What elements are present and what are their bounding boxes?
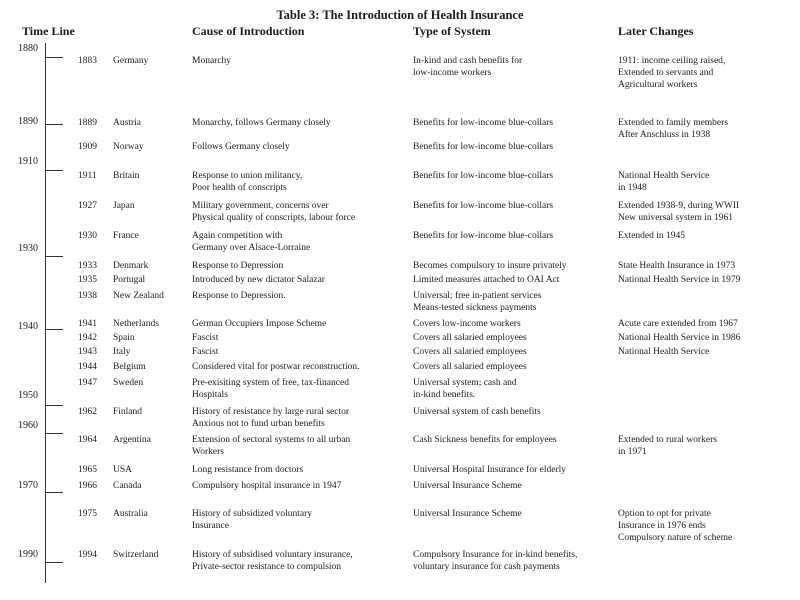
cause-cell: Fascist <box>192 333 219 343</box>
decade-label: 1890 <box>18 116 38 127</box>
country-cell: Belgium <box>113 362 146 372</box>
header-type: Type of System <box>413 24 491 38</box>
country-cell: New Zealand <box>113 291 164 301</box>
decade-label: 1930 <box>18 243 38 254</box>
decade-label: 1880 <box>18 43 38 54</box>
decade-label: 1910 <box>18 156 38 167</box>
later-changes-cell: National Health Service in 1948 <box>618 171 710 193</box>
type-cell: Benefits for low-income blue-collars <box>413 201 554 211</box>
country-cell: Portugal <box>113 275 146 285</box>
type-cell: Covers all salaried employees <box>413 347 527 357</box>
cause-cell: Compulsory hospital insurance in 1947 <box>192 481 342 491</box>
year-cell: 1933 <box>78 261 97 271</box>
timeline-tick <box>45 562 63 563</box>
year-cell: 1965 <box>78 465 97 475</box>
year-cell: 1938 <box>78 291 97 301</box>
country-cell: Japan <box>113 201 135 211</box>
type-cell: Benefits for low-income blue-collars <box>413 142 554 152</box>
later-changes-cell: Extended 1938-9, during WWII New universal system in 1961 <box>618 201 740 223</box>
timeline-tick <box>45 492 63 493</box>
country-cell: Canada <box>113 481 142 491</box>
year-cell: 1941 <box>78 319 97 329</box>
type-cell: Compulsory Insurance for in-kind benefits, voluntary insurance for cash payments <box>413 550 578 572</box>
year-cell: 1930 <box>78 231 97 241</box>
table-title: Table 3: The Introduction of Health Insurance <box>276 8 524 22</box>
timeline-tick <box>45 433 63 434</box>
type-cell: Covers all salaried employees <box>413 362 527 372</box>
country-cell: USA <box>113 465 133 475</box>
type-cell: Limited measures attached to OAI Act <box>413 275 560 285</box>
type-cell: Universal Insurance Scheme <box>413 509 522 519</box>
cause-cell: Response to union militancy, Poor health of conscripts <box>192 171 303 193</box>
year-cell: 1975 <box>78 509 97 519</box>
cause-cell: History of resistance by large rural sector Anxious not to fund urban benefits <box>192 407 350 429</box>
cause-cell: Monarchy <box>192 56 232 66</box>
cause-cell: Follows Germany closely <box>192 142 290 152</box>
country-cell: Italy <box>113 347 131 357</box>
timeline-tick <box>45 57 63 58</box>
later-changes-cell: Option to opt for private Insurance in 1976 ends Compulsory nature of scheme <box>618 509 733 543</box>
type-cell: Universal; free in-patient services Means-tested sickness payments <box>413 291 542 313</box>
decade-label: 1970 <box>18 480 38 491</box>
type-cell: Universal Hospital Insurance for elderly <box>413 465 567 475</box>
country-cell: Denmark <box>113 261 149 271</box>
country-cell: Switzerland <box>113 550 159 560</box>
country-cell: Netherlands <box>113 319 159 329</box>
timeline-tick <box>45 170 63 171</box>
country-cell: Norway <box>113 142 144 152</box>
year-cell: 1883 <box>78 56 97 66</box>
timeline-tick <box>45 124 63 125</box>
country-cell: Spain <box>113 333 135 343</box>
cause-cell: Response to Depression. <box>192 291 286 301</box>
type-cell: Benefits for low-income blue-collars <box>413 118 554 128</box>
later-changes-cell: National Health Service in 1986 <box>618 333 741 343</box>
later-changes-cell: National Health Service in 1979 <box>618 275 741 285</box>
year-cell: 1966 <box>78 481 97 491</box>
decade-label: 1950 <box>18 390 38 401</box>
year-cell: 1889 <box>78 118 97 128</box>
country-cell: Argentina <box>113 435 151 445</box>
year-cell: 1964 <box>78 435 97 445</box>
cause-cell: Military government, concerns over Physical quality of conscripts, labour force <box>192 201 356 223</box>
year-cell: 1942 <box>78 333 97 343</box>
cause-cell: History of subsidized voluntary Insurance <box>192 509 313 531</box>
decade-label: 1960 <box>18 420 38 431</box>
header-later: Later Changes <box>618 24 694 38</box>
country-cell: Britain <box>113 171 140 181</box>
later-changes-cell: State Health Insurance in 1973 <box>618 261 736 271</box>
year-cell: 1994 <box>78 550 97 560</box>
decade-label: 1990 <box>18 549 38 560</box>
country-cell: Germany <box>113 56 149 66</box>
cause-cell: History of subsidised voluntary insurance, Private-sector resistance to compulsion <box>192 550 353 572</box>
cause-cell: German Occupiers Impose Scheme <box>192 319 327 329</box>
type-cell: Cash Sickness benefits for employees <box>413 435 557 445</box>
country-cell: Australia <box>113 509 148 519</box>
decade-label: 1940 <box>18 321 38 332</box>
year-cell: 1935 <box>78 275 97 285</box>
type-cell: Universal system of cash benefits <box>413 407 541 417</box>
cause-cell: Fascist <box>192 347 219 357</box>
year-cell: 1943 <box>78 347 97 357</box>
type-cell: Universal Insurance Scheme <box>413 481 522 491</box>
country-cell: Finland <box>113 407 143 417</box>
later-changes-cell: Extended to family members After Anschluss in 1938 <box>618 118 729 140</box>
cause-cell: Response to Depression <box>192 261 284 271</box>
later-changes-cell: Acute care extended from 1967 <box>618 319 738 329</box>
country-cell: Sweden <box>113 378 144 388</box>
year-cell: 1944 <box>78 362 97 372</box>
type-cell: Benefits for low-income blue-collars <box>413 231 554 241</box>
cause-cell: Pre-exisiting system of free, tax-financed Hospitals <box>192 378 349 400</box>
timeline-tick <box>45 256 63 257</box>
cause-cell: Extension of sectoral systems to all urban Workers <box>192 435 351 457</box>
cause-cell: Monarchy, follows Germany closely <box>192 118 331 128</box>
type-cell: Covers low-income workers <box>413 319 521 329</box>
type-cell: In-kind and cash benefits for low-income workers <box>413 56 523 78</box>
cause-cell: Again competition with Germany over Alsace-Lorraine <box>192 231 311 253</box>
type-cell: Universal system; cash and in-kind benefits. <box>413 378 517 400</box>
year-cell: 1927 <box>78 201 97 211</box>
year-cell: 1909 <box>78 142 97 152</box>
year-cell: 1911 <box>78 171 97 181</box>
country-cell: Austria <box>113 118 141 128</box>
timeline-tick <box>45 329 63 330</box>
later-changes-cell: 1911: income ceiling raised, Extended to servants and Agricultural workers <box>618 56 726 90</box>
type-cell: Benefits for low-income blue-collars <box>413 171 554 181</box>
header-cause: Cause of Introduction <box>192 24 305 38</box>
country-cell: France <box>113 231 139 241</box>
type-cell: Becomes compulsory to insure privately <box>413 261 567 271</box>
later-changes-cell: National Health Service <box>618 347 710 357</box>
timeline-tick <box>45 405 63 406</box>
year-cell: 1962 <box>78 407 97 417</box>
cause-cell: Considered vital for postwar reconstruction. <box>192 362 360 372</box>
cause-cell: Long resistance from doctors <box>192 465 304 475</box>
later-changes-cell: Extended to rural workers in 1971 <box>618 435 717 457</box>
later-changes-cell: Extended in 1945 <box>618 231 686 241</box>
year-cell: 1947 <box>78 378 97 388</box>
header-timeline: Time Line <box>22 24 75 38</box>
cause-cell: Introduced by new dictator Salazar <box>192 275 325 285</box>
type-cell: Covers all salaried employees <box>413 333 527 343</box>
